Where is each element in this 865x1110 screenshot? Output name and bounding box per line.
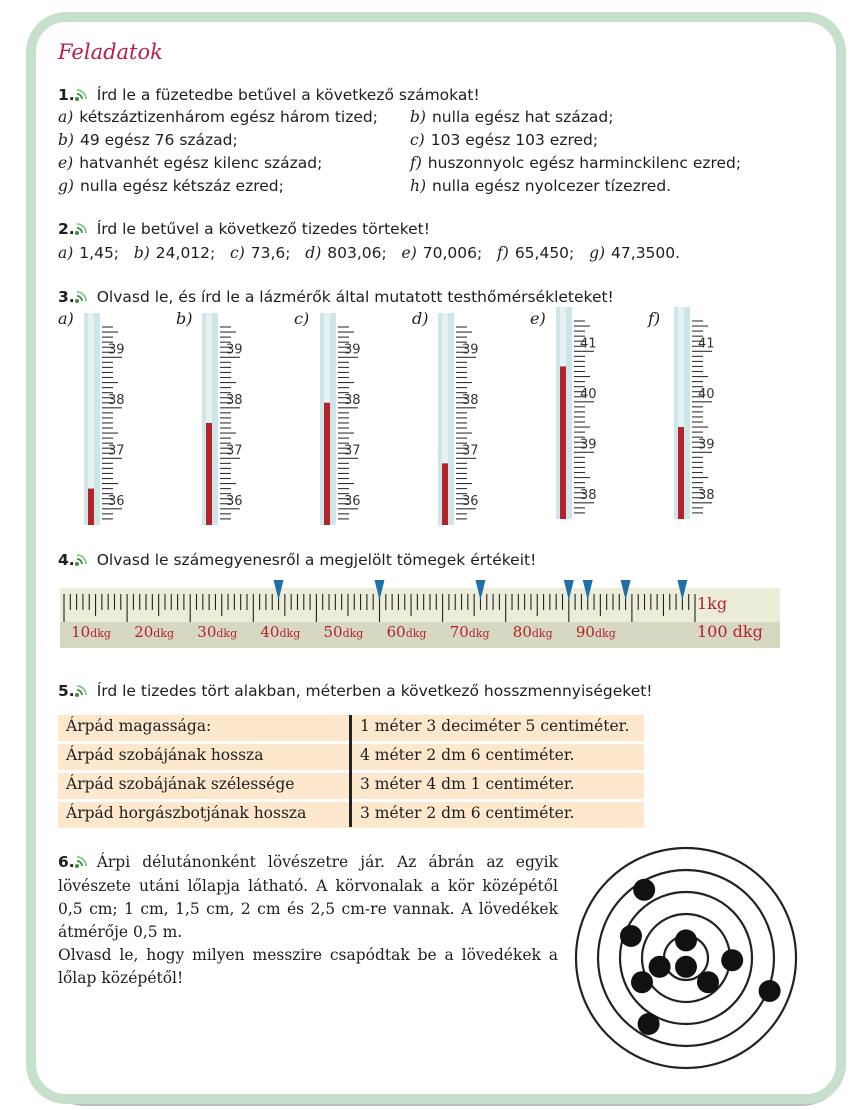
task-5-header: [58, 680, 653, 703]
table-cell-name: Árpád horgászbotjának hossza: [66, 804, 307, 822]
ruler-label: 70dkg: [449, 623, 490, 641]
ruler-label: 40dkg: [260, 623, 301, 641]
item-label: b): [58, 131, 74, 149]
task-1-item: [58, 152, 322, 174]
item-label: g): [58, 177, 74, 195]
thermometer-tick-label: 41: [580, 336, 597, 352]
page-title: Feladatok: [58, 40, 163, 64]
thermometer-tick-label: 37: [462, 443, 479, 459]
thermometer-tick-label: 38: [344, 392, 361, 408]
thermometer-tick-label: 38: [698, 487, 715, 503]
item-text: nulla egész nyolcezer tízezred.: [432, 177, 672, 195]
item-label: b): [410, 108, 426, 126]
thermometer-tick-label: 39: [698, 437, 715, 453]
item-text: 65,450;: [514, 244, 575, 262]
thermometer-tick-label: 40: [580, 386, 597, 402]
mercury-column: [442, 463, 448, 525]
item-text: 103 egész 103 ezred;: [430, 131, 599, 149]
thermometer-label: e): [530, 309, 546, 328]
task-1-item: [58, 175, 284, 197]
item-label: c): [230, 244, 245, 262]
thermometer-label: c): [294, 309, 310, 328]
thermometer-tick-label: 39: [462, 342, 479, 358]
task-2-items: [58, 242, 680, 264]
thermometer: [320, 313, 390, 525]
bullet-hole: [638, 1013, 660, 1035]
bullet-hole: [697, 971, 719, 993]
length-table: [58, 715, 644, 831]
table-divider: [349, 715, 352, 827]
mercury-column: [324, 403, 330, 525]
thermometer-tick-label: 39: [108, 342, 125, 358]
ruler-label: 80dkg: [512, 623, 553, 641]
item-label: f): [410, 154, 422, 172]
task-3-number: 3.: [58, 288, 75, 306]
task-4-number: 4.: [58, 551, 75, 569]
thermometer: [202, 313, 272, 525]
bullet-hole: [759, 980, 781, 1002]
item-text: kétszáztizenhárom egész három tized;: [79, 108, 378, 126]
task-3-text: Olvasd le, és írd le a lázmérők által mutatott testhőmérsékleteket!: [96, 288, 614, 306]
ruler-end-top-label: 1kg: [697, 594, 728, 613]
thermometer-tick-label: 36: [108, 493, 125, 509]
task-4-text: Olvasd le számegyenesről a megjelölt tömegek értékeit!: [96, 551, 537, 569]
bullet-hole: [675, 929, 697, 951]
thermometer-tick-label: 36: [344, 493, 361, 509]
item-label: g): [589, 244, 606, 262]
item-label: e): [58, 154, 74, 172]
thermometer-label: b): [176, 309, 193, 328]
table-cell-value: 3 méter 2 dm 6 centiméter.: [360, 804, 575, 822]
task-2-text: Írd le betűvel a következő tizedes törteket!: [96, 220, 430, 238]
item-label: c): [410, 131, 425, 149]
ruler-label: 50dkg: [323, 623, 364, 641]
mercury-column: [206, 423, 212, 525]
ruler-label: 30dkg: [197, 623, 238, 641]
thermometer-tick-label: 38: [462, 392, 479, 408]
item-text: 70,006;: [422, 244, 483, 262]
sound-icon[interactable]: [75, 550, 91, 572]
thermometer-tick-label: 36: [462, 493, 479, 509]
item-label: e): [401, 244, 417, 262]
table-cell-value: 1 méter 3 deciméter 5 centiméter.: [360, 717, 630, 735]
bullet-hole: [675, 956, 697, 978]
task-1-item: [58, 129, 238, 151]
item-label: h): [410, 177, 427, 195]
thermometer-label: f): [648, 309, 661, 328]
thermometer: [438, 313, 508, 525]
mercury-column: [560, 366, 566, 519]
table-cell-value: 3 méter 4 dm 1 centiméter.: [360, 775, 575, 793]
item-label: d): [305, 244, 322, 262]
bullet-hole: [620, 925, 642, 947]
thermometer-tick-label: 39: [344, 342, 361, 358]
thermometer-tick-label: 38: [580, 487, 597, 503]
thermometer-tick-label: 38: [108, 392, 125, 408]
table-cell-value: 4 méter 2 dm 6 centiméter.: [360, 746, 575, 764]
item-text: 803,06;: [327, 244, 387, 262]
thermometer-tick-label: 37: [344, 443, 361, 459]
thermometer-tick-label: 37: [108, 443, 125, 459]
ruler-end-bottom-label: 100 dkg: [697, 622, 763, 641]
item-text: nulla egész hat század;: [431, 108, 614, 126]
bullet-hole: [649, 956, 671, 978]
mercury-column: [88, 489, 94, 525]
task-1-item: [58, 106, 378, 128]
table-cell-name: Árpád szobájának szélessége: [66, 775, 295, 793]
item-text: 49 egész 76 század;: [79, 131, 238, 149]
thermometer-tick-label: 37: [226, 443, 243, 459]
thermometer: [84, 313, 154, 525]
sound-icon[interactable]: [75, 287, 91, 309]
task-1-text: Írd le a füzetedbe betűvel a következő számokat!: [96, 86, 480, 104]
ruler-label: 20dkg: [134, 623, 175, 641]
item-label: a): [58, 244, 74, 262]
item-label: a): [58, 108, 74, 126]
ruler-label: 60dkg: [386, 623, 427, 641]
item-text: nulla egész kétszáz ezred;: [79, 177, 284, 195]
task-6-text: Árpi délutánonként lövészetre jár. Az ábrán az egyik lövészete utáni lőlapja látható. A körvonalak a kör középétől 0,5 cm; 1 cm, 1,5 cm, 2 cm és 2,5 cm-re vannak. A lövedékek átmérője 0,5 m.: [58, 853, 558, 941]
sound-icon[interactable]: [75, 85, 91, 107]
thermometer-tick-label: 40: [698, 386, 715, 402]
task-1-item: [410, 129, 598, 151]
sound-icon[interactable]: [75, 852, 91, 875]
task-6-paragraph: [58, 851, 558, 990]
sound-icon[interactable]: [75, 219, 91, 241]
task-2-header: [58, 218, 430, 241]
ruler-label: 90dkg: [575, 623, 616, 641]
item-text: 73,6;: [250, 244, 291, 262]
task-1-number: 1.: [58, 86, 75, 104]
thermometer: [556, 307, 626, 519]
thermometer-tick-label: 38: [226, 392, 243, 408]
task-1-item: [410, 106, 613, 128]
bullet-hole: [633, 879, 655, 901]
task-2-number: 2.: [58, 220, 75, 238]
task-1-header: [58, 84, 480, 107]
item-text: 47,3500.: [611, 244, 681, 262]
table-cell-name: Árpád szobájának hossza: [66, 746, 264, 764]
thermometer-tick-label: 39: [580, 437, 597, 453]
sound-icon[interactable]: [75, 681, 91, 703]
task-5-text: Írd le tizedes tört alakban, méterben a következő hosszmennyiségeket!: [96, 682, 653, 700]
task-4-header: [58, 549, 536, 572]
item-text: hatvanhét egész kilenc század;: [79, 154, 323, 172]
ruler-label: 10dkg: [71, 623, 111, 641]
task-1-item: [410, 175, 671, 197]
bullet-hole: [631, 971, 653, 993]
item-label: f): [497, 244, 509, 262]
task-5-number: 5.: [58, 682, 75, 700]
bullet-hole: [721, 949, 743, 971]
thermometer-tick-label: 39: [226, 342, 243, 358]
thermometer-tick-label: 36: [226, 493, 243, 509]
mercury-column: [678, 427, 684, 519]
task-6-number: 6.: [58, 853, 75, 871]
thermometer: [674, 307, 744, 519]
scale-ruler: [60, 578, 782, 650]
item-label: b): [133, 244, 150, 262]
task-3-header: [58, 286, 614, 309]
thermometer-label: d): [412, 309, 429, 328]
item-text: 24,012;: [155, 244, 216, 262]
task-6-question: Olvasd le, hogy milyen messzire csapódtak be a lövedékek a lőlap középétől!: [58, 946, 558, 987]
task-1-item: [410, 152, 741, 174]
thermometer-label: a): [58, 309, 74, 328]
item-text: huszonnyolc egész harminckilenc ezred;: [427, 154, 742, 172]
item-text: 1,45;: [79, 244, 120, 262]
table-cell-name: Árpád magassága:: [66, 717, 212, 735]
thermometer-tick-label: 41: [698, 336, 715, 352]
target-sheet: [570, 846, 805, 1076]
